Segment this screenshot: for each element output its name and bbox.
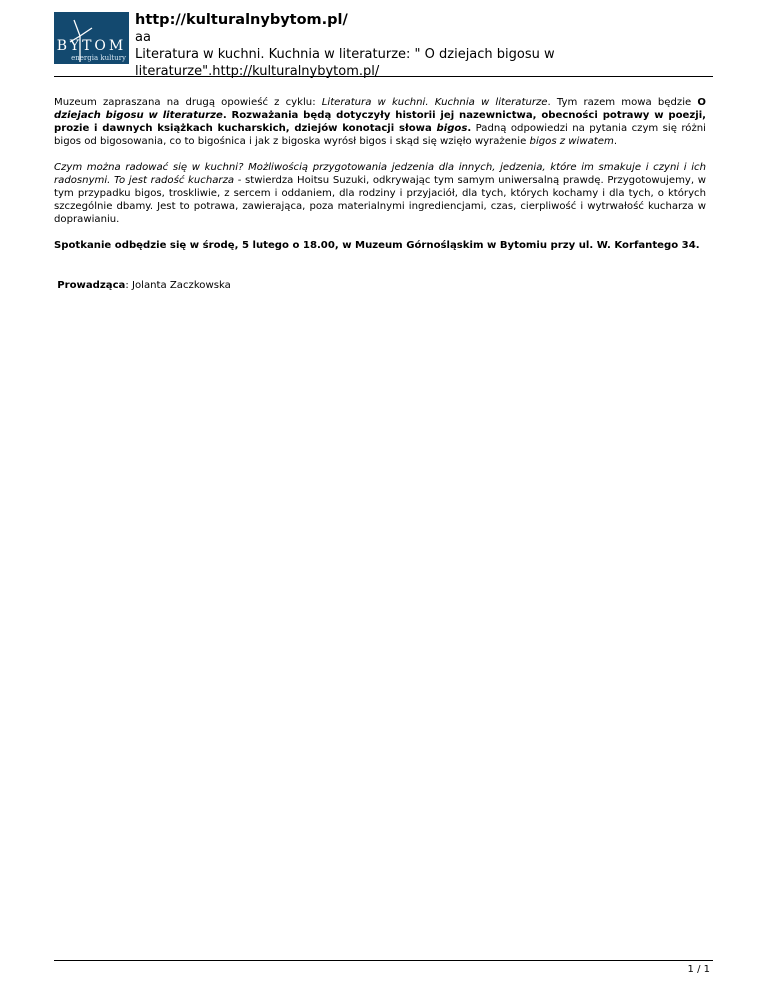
article-title-line-2: literaturze".http://kulturalnybytom.pl/ [135, 64, 380, 79]
word-bigos: bigos [436, 123, 468, 134]
event-details [54, 239, 706, 252]
phrase-bigos-z-wiwatem: bigos z wiwatem [529, 136, 614, 147]
footer-divider [54, 960, 713, 961]
p1-text-a: Muzeum zapraszana na drugą opowieść z cyklu: [54, 97, 322, 108]
logo[interactable] [54, 12, 129, 64]
article-body [54, 96, 706, 305]
host-name: Jolanta Zaczkowska [131, 280, 231, 291]
topic-end: . [467, 123, 472, 134]
host-separator: : [125, 280, 132, 291]
event-date-location: Spotkanie odbędzie się w środę, 5 lutego o 18.00, w Muzeum Górnośląskim w Bytomiu przy ul. W. Korfantego 34. [54, 240, 700, 251]
p1-text-k: . [613, 136, 618, 147]
logo-brand: BYTOM [56, 38, 127, 54]
article-title-line-1: Literatura w kuchni. Kuchnia w literaturze: " O dziejach bigosu w [135, 47, 555, 62]
p2-text-b: - stwierdza Hoitsu Suzuki, odkrywając tym samym uniwersalną prawdę. Przygotowujemy, w tym przypadku bigos, troskliwie, z sercem i oddaniem, dla rodziny i przyjaciół, dla tych, których kochamy i dla tych, o których szczególnie dbamy. Jest to potrawa, zawierająca, poza materialnymi ingrediencjami, czas, cierpliwość i wytrwałość kucharza w doprawianiu. [54, 175, 706, 225]
p1-text-i: Padną odpowiedzi na pytania czym się różni bigos od bigosowania, co to bigośnica i jak z bigoska wyrósł bigos i skąd się wzięło wyrażenie [54, 123, 706, 147]
author: aa [135, 30, 151, 45]
p1-text-c: . Tym razem mowa będzie [547, 97, 698, 108]
topic-description: . Rozważania będą dotyczyły historii jej nazewnictwa, obecności potrawy w poezji, prozie i dawnych książkach kucharskich, dziejów konotacji słowa [54, 110, 707, 134]
topic-o: O [697, 97, 706, 108]
host-line [54, 279, 706, 292]
quote-paragraph [54, 161, 706, 226]
intro-paragraph [54, 96, 706, 148]
suzuki-quote: Czym można radować się w kuchni? Możliwością przygotowania jedzenia dla innych, jedzenia, które im smakuje i czyni i ich radosnymi. To jest radość kucharza [54, 162, 706, 186]
logo-tagline: energia kultury [71, 54, 126, 62]
cycle-title: Literatura w kuchni. Kuchnia w literaturze [321, 97, 548, 108]
site-url[interactable]: http://kulturalnybytom.pl/ [135, 12, 348, 28]
page-header [135, 11, 715, 80]
page-number: 1 / 1 [687, 964, 710, 975]
topic-title: dziejach bigosu w literaturze [54, 110, 223, 121]
header-divider [54, 76, 713, 77]
host-label: Prowadząca [57, 280, 126, 291]
